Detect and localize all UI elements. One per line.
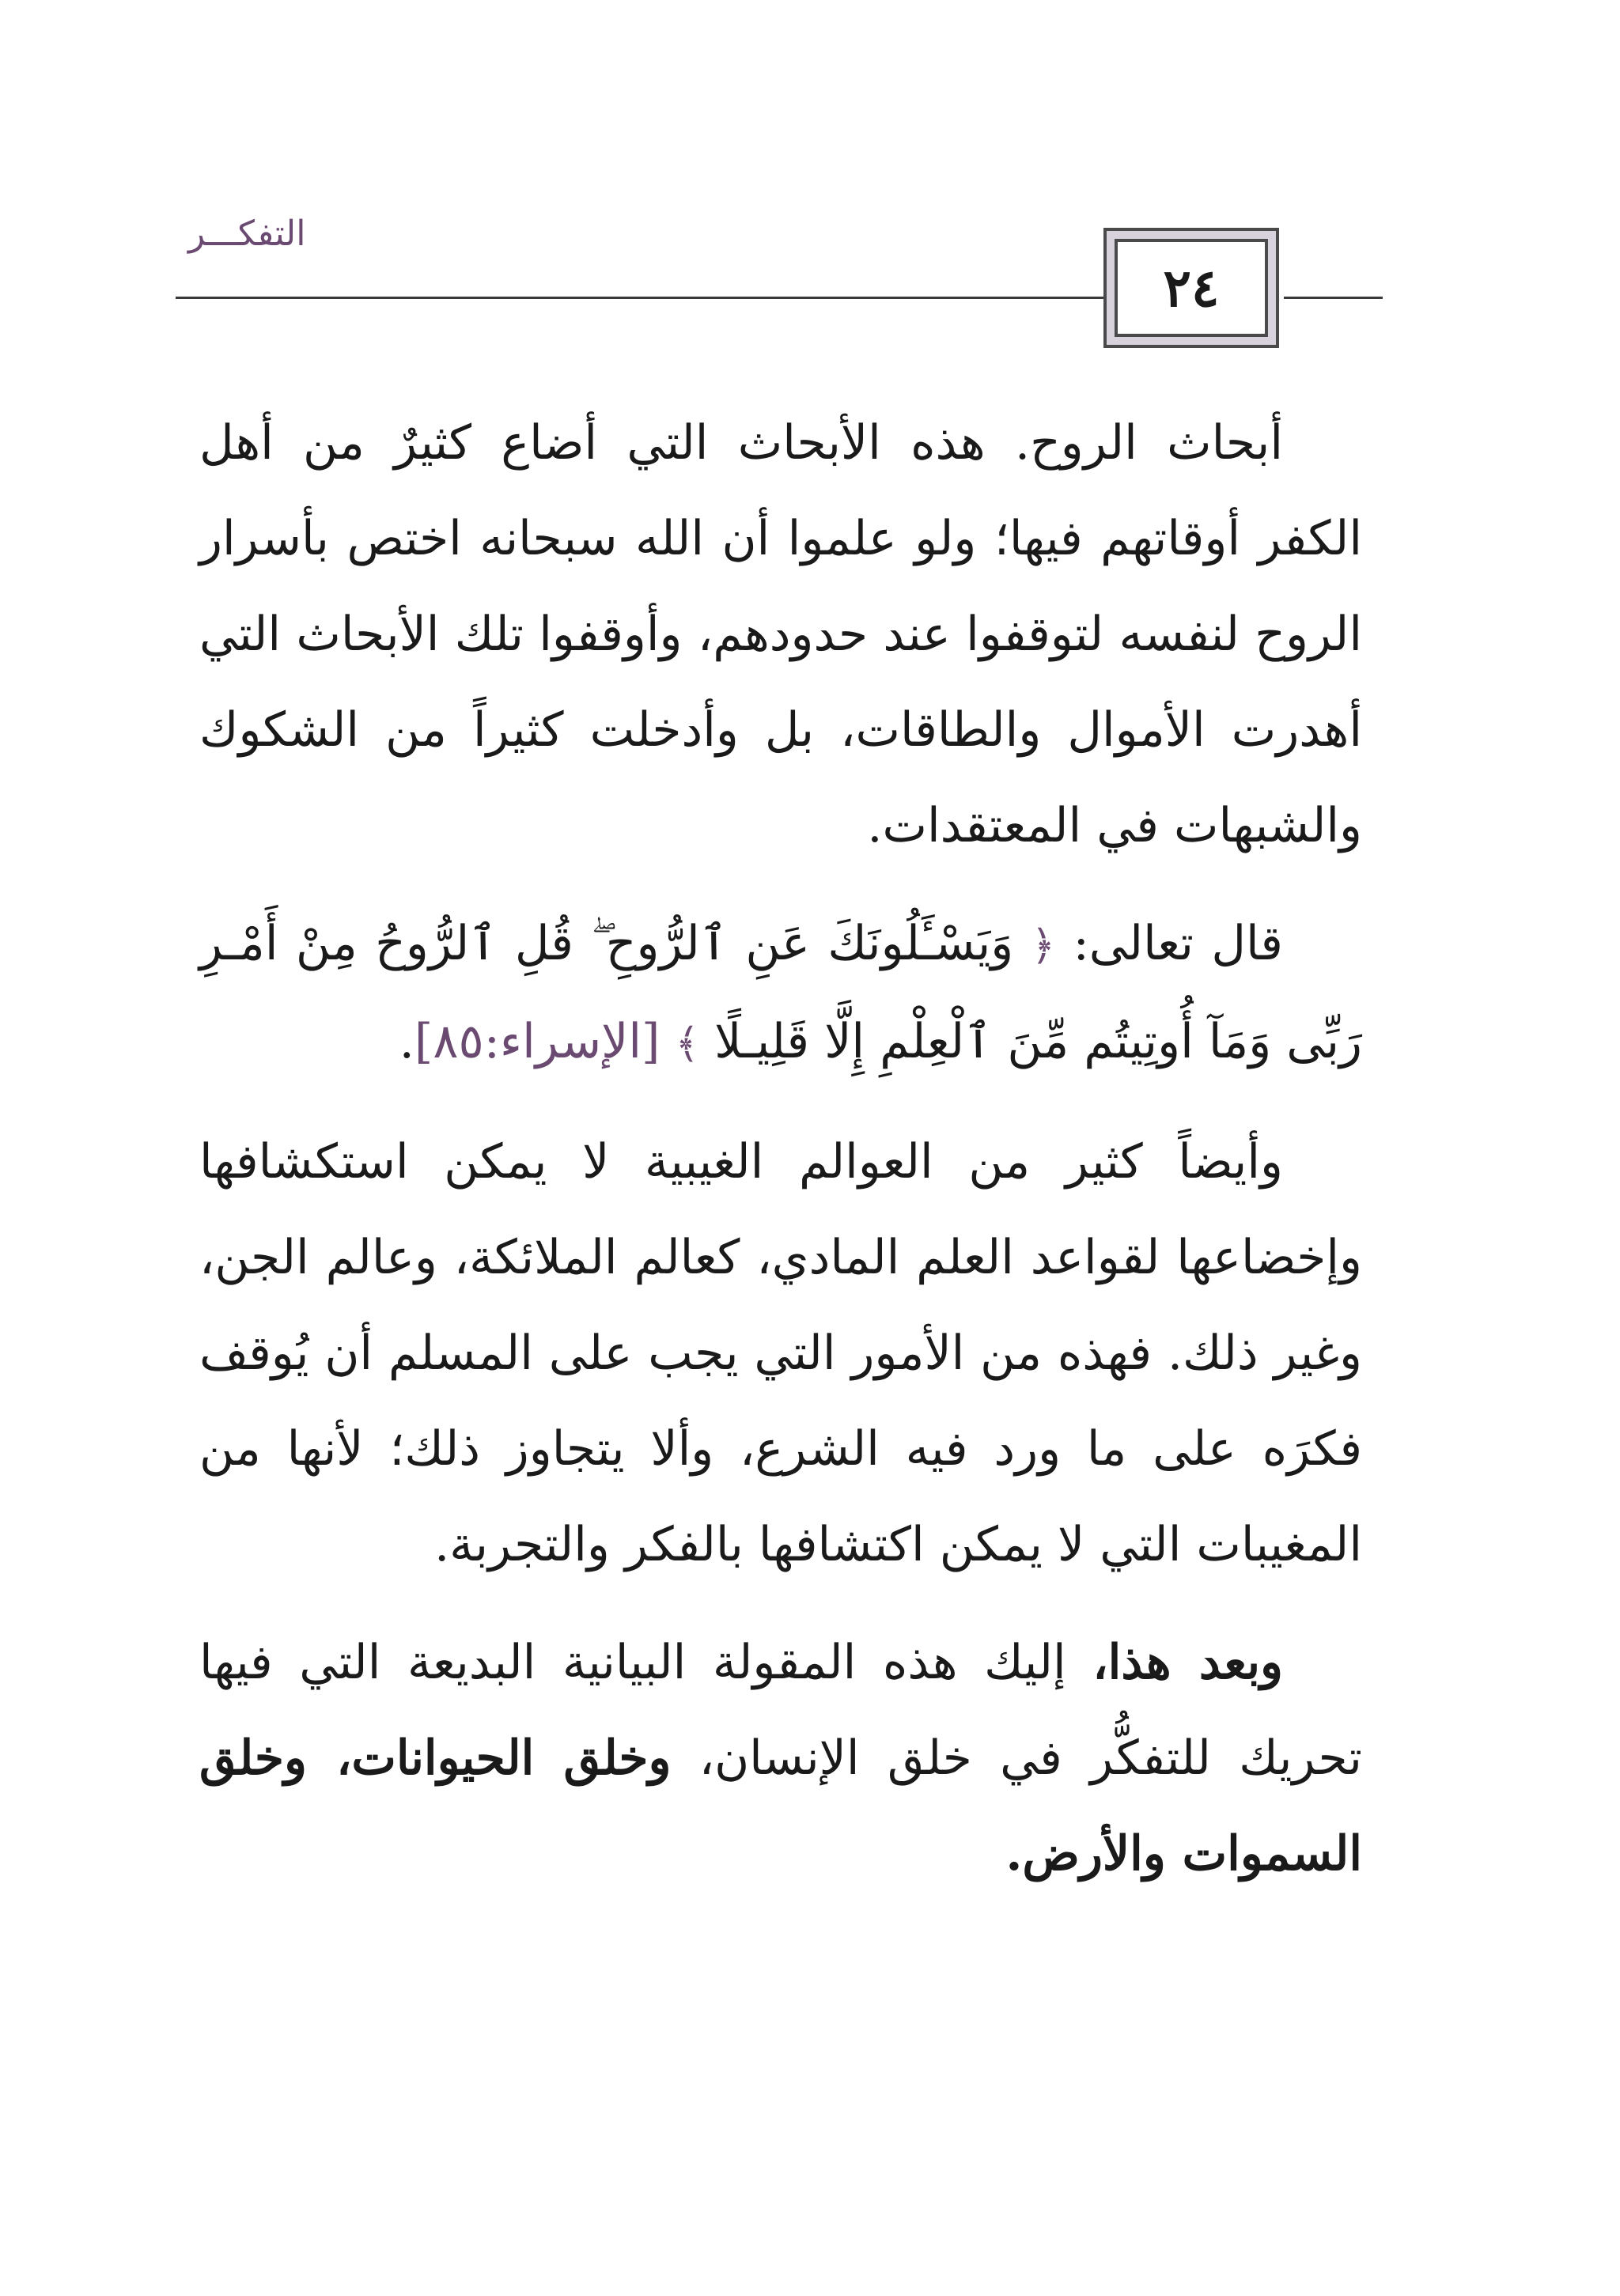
ornate-close-bracket: ﴾ xyxy=(675,1020,700,1068)
running-header-title: التفكـــر xyxy=(188,214,306,254)
bold-ending: وخلق الحيوانات، وخلق السموات والأرض. xyxy=(199,1731,1362,1882)
page-number: ٢٤ xyxy=(1115,239,1268,337)
bold-lead: وبعد هذا، xyxy=(1092,1635,1283,1690)
paragraph-4 xyxy=(199,1615,1362,1902)
quran-verse-text: وَيَسْـَٔلُونَكَ عَنِ ٱلرُّوحِ ۖ قُلِ ٱلرُّوحُ مِنْ أَمْـرِ رَبِّى وَمَآ أُوتِيتُم مِّنَ ٱلْعِلْمِ إِلَّا قَلِيـلًا xyxy=(199,916,1362,1069)
verse-intro: قال تعالى: xyxy=(1055,916,1283,971)
verse-end-period: . xyxy=(399,1014,414,1069)
page-number-frame xyxy=(1103,228,1279,348)
paragraph-3: وأيضاً كثير من العوالم الغيبية لا يمكن استكشافها وإخضاعها لقواعد العلم المادي، كعالم الملائكة، وعالم الجن، وغير ذلك. فهذه من الأمور التي يجب على المسلم أن يُوقف فكرَه على ما ورد فيه الشرع، وألا يتجاوز ذلك؛ لأنها من المغيبات التي لا يمكن اكتشافها بالفكر والتجربة. xyxy=(199,1134,1363,1572)
ornate-open-bracket: ﴿ xyxy=(1031,922,1056,970)
header-rule-left xyxy=(176,297,1105,299)
body-text xyxy=(199,395,1362,1902)
paragraph-1: أبحاث الروح. هذه الأبحاث التي أضاع كثيرٌ من أهل الكفر أوقاتهم فيها؛ ولو علموا أن الله سبحانه اختص بأسرار الروح لنفسه لتوقفوا عند حدودهم، وأوقفوا تلك الأبحاث التي أهدرت الأموال والطاقات، بل وأدخلت كثيراً من الشكوك والشبهات في المعتقدات. xyxy=(199,415,1362,853)
header-rule-right xyxy=(1284,297,1383,299)
verse-reference: [الإسراء:٨٥] xyxy=(414,1014,676,1069)
paragraph-4-text: إليك هذه المقولة البيانية البديعة التي فيها تحريك للتفكُّر في خلق الإنسان، xyxy=(199,1635,1362,1786)
paragraph-2-quran-verse xyxy=(199,896,1362,1092)
